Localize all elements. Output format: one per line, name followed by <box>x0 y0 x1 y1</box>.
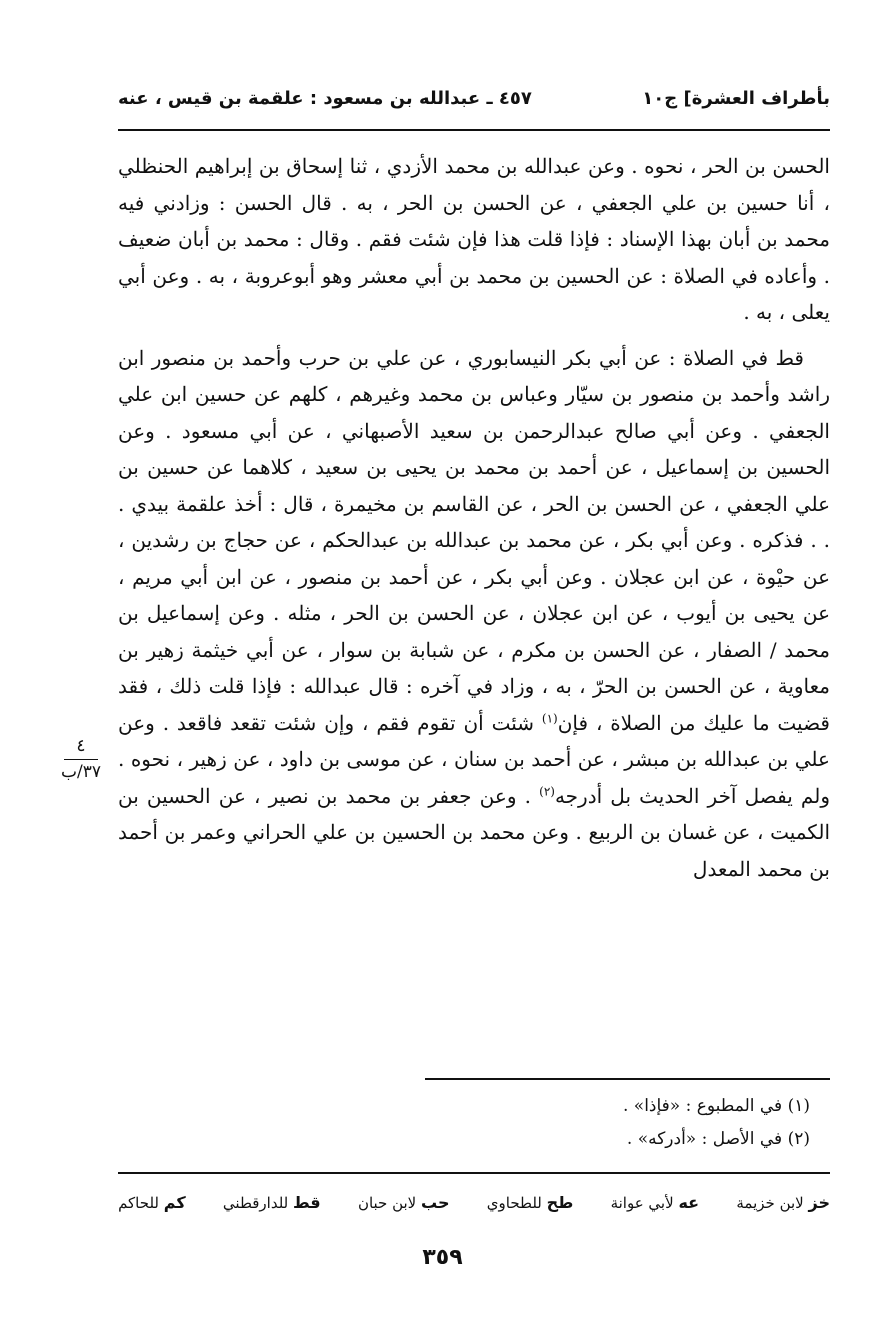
margin-note-top: ٤ <box>76 736 86 756</box>
legend-abbr: طح <box>546 1193 574 1212</box>
paragraph-2-text-a: قط في الصلاة : عن أبي بكر النيسابوري ، عن علي بن حرب وأحمد بن منصور ابن راشد وأحمد بن منصور بن سيّار وعباس بن محمد وغيرهم ، كلهم عن حسين ابن علي الجعفي . وعن أبي صالح عبدالرحمن بن سعيد الأصبهاني ، عن أبي مسعود . وعن الحسين بن إسماعيل ، عن أحمد بن محمد بن يحيى بن سعيد ، كلاهما عن حسين بن علي الجعفي ، عن الحسن بن الحر ، عن القاسم بن مخيمرة ، قال : أخذ علقمة بيدي . . . فذكره . وعن أبي بكر ، عن محمد بن عبدالله بن عبدالحكم ، عن حجاج بن رشدين ، عن حيْوة ، عن ابن عجلان . وعن أبي بكر ، عن أحمد بن منصور ، عن ابن أبي مريم ، عن يحيى بن أيوب ، عن ابن عجلان ، عن الحسن بن الحر ، مثله . وعن إسماعيل بن محمد / الصفار ، عن الحسن بن مكرم ، عن شبابة بن سوار ، عن أبي خيثمة زهير بن معاوية ، عن الحسن بن الحرّ ، به ، وزاد في آخره : قال عبدالله : فإذا قلت ذلك ، فقد قضيت ما عليك من الصلاة ، فإن <box>118 345 830 735</box>
legend-abbr: خز <box>808 1193 830 1212</box>
manuscript-folio-note <box>50 735 112 782</box>
legend-text: للطحاوي <box>486 1194 542 1212</box>
footnote-1: (١) في المطبوع : «فإذا» . <box>623 1096 810 1116</box>
legend-item <box>487 1186 573 1220</box>
page-number: ٣٥٩ <box>422 1245 463 1270</box>
legend-divider <box>118 1172 830 1174</box>
legend-abbr: قط <box>293 1193 321 1212</box>
legend-item <box>223 1186 321 1220</box>
legend-item <box>611 1186 700 1220</box>
legend-abbr: حب <box>421 1193 450 1212</box>
header-volume-title: بأطراف العشرة] ج١٠ <box>642 88 830 109</box>
legend-item <box>736 1186 830 1220</box>
header-divider <box>118 129 830 131</box>
legend-text: لابن حبان <box>357 1194 417 1212</box>
footnotes <box>425 1090 810 1156</box>
footnote-ref-2: (٢) <box>539 783 555 798</box>
margin-note-rule <box>64 759 98 760</box>
legend-abbr: كم <box>163 1193 186 1212</box>
legend-item <box>358 1186 450 1220</box>
main-text <box>118 148 830 887</box>
margin-note-bottom: ٣٧/ب <box>61 762 101 782</box>
legend-text: لابن خزيمة <box>736 1194 804 1212</box>
footnote-ref-1: (١) <box>541 710 558 725</box>
running-header <box>118 84 830 124</box>
footnote-2: (٢) في الأصل : «أدركه» . <box>626 1129 810 1149</box>
abbreviation-legend <box>118 1186 830 1220</box>
paragraph-1: الحسن بن الحر ، نحوه . وعن عبدالله بن محمد الأزدي ، ثنا إسحاق بن إبراهيم الحنظلي ، أنا حسين بن علي الجعفي ، عن الحسن بن الحر ، به . قال الحسن : وزادني فيه محمد بن أبان بهذا الإسناد : فإذا قلت هذا فإن شئت فقم . وقال : محمد بن أبان ضعيف . وأعاده في الصلاة : عن الحسين بن محمد بن أبي معشر وهو أبوعروبة ، به . وعن أبي يعلى ، به . <box>118 154 830 324</box>
legend-abbr: عه <box>678 1193 700 1212</box>
legend-item <box>118 1186 186 1220</box>
paragraph-2-text-b: شئت أن تقوم فقم ، وإن شئت تقعد فاقعد . وعن علي بن عبدالله بن مبشر ، عن أحمد بن سنان ، عن موسى بن داود ، عن زهير ، نحوه . ولم يفصل آخر الحديث بل أدرجه <box>118 710 830 808</box>
footnote-divider <box>425 1078 830 1080</box>
legend-text: لأبي عوانة <box>610 1194 674 1212</box>
legend-text: للحاكم <box>118 1194 159 1212</box>
paragraph-2-text-c: . وعن جعفر بن محمد بن نصير ، عن الحسين بن الكميت ، عن غسان بن الربيع . وعن محمد بن الحسين بن علي الحراني وعمر بن أحمد بن محمد المعدل <box>118 783 830 881</box>
legend-text: للدارقطني <box>222 1194 289 1212</box>
paragraph-2 <box>118 340 830 888</box>
header-hadith-title: ٤٥٧ ـ عبدالله بن مسعود : علقمة بن قيس ، عنه <box>118 88 532 109</box>
